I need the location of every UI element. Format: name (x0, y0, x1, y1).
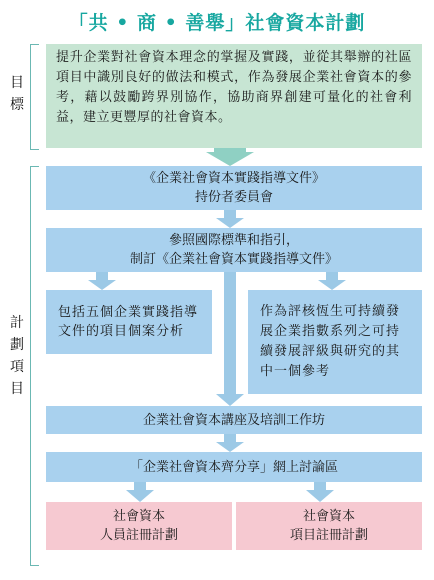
personnel-registration-box (46, 502, 232, 550)
project-line1: 社會資本 (302, 509, 355, 524)
arrow-to-assessment (318, 272, 346, 290)
workshop-box (46, 406, 422, 434)
objective-text: 提升企業對社會資本理念的掌握及實踐，並從其舉辦的社區項目中識別良好的做法和模式，作為發展企業社會資本的參考，藉以鼓勵跨界別協作，協助商界創建可量化的社會利益，建立更豐厚的社會資本。 (56, 50, 412, 125)
objective-box (46, 44, 422, 148)
arrow-forum-project (306, 482, 334, 502)
central-trunk (224, 272, 236, 394)
personnel-line1: 社會資本 (112, 509, 165, 524)
project-line2: 項目註冊計劃 (289, 528, 368, 543)
arrow-to-case (88, 272, 116, 290)
forum-box (46, 452, 422, 482)
forum-text: 「企業社會資本齊分享」網上討論區 (129, 459, 338, 475)
case-study-box (46, 290, 212, 354)
personnel-line2: 人員註冊計劃 (99, 528, 178, 543)
reference-line1: 參照國際標準和指引， (168, 233, 299, 248)
stakeholder-committee-box (46, 166, 422, 210)
case-study-text: 包括五個企業實踐指導文件的項目個案分析 (58, 305, 199, 339)
arrow-1-2 (216, 210, 244, 228)
arrow-objective-to-plan (206, 148, 254, 166)
page-title: 「共 • 商 • 善舉」社會資本計劃 (68, 12, 366, 34)
project-registration-box (236, 502, 422, 550)
arrow-to-workshop (216, 394, 244, 406)
assessment-box (248, 290, 422, 394)
stakeholder-line2: 持份者委員會 (194, 190, 273, 205)
reference-line2: 制訂《企業社會資本實踐指導文件》 (129, 252, 338, 267)
stakeholder-line1: 《企業社會資本實踐指導文件》 (142, 171, 325, 186)
workshop-text: 企業社會資本講座及培訓工作坊 (142, 412, 325, 428)
objective-label-text: 目標 (10, 75, 24, 113)
plan-label-text: 計劃項目 (10, 315, 24, 397)
assessment-text: 作為評核恆生可持續發展企業指數系列之可持續發展評級與研究的其中一個參考 (260, 304, 401, 379)
arrow-workshop-forum (216, 434, 244, 452)
arrow-forum-personnel (126, 482, 154, 502)
reference-standards-box (46, 228, 422, 272)
